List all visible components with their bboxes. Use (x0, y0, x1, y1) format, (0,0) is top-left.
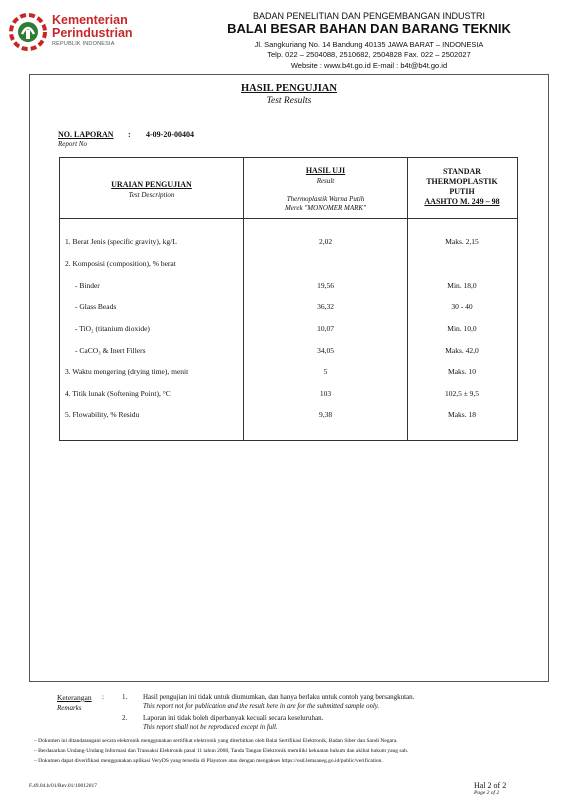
page-number: Hal 2 of 2 (474, 781, 507, 790)
table-row-desc: 1. Berat Jenis (specific gravity), kg/L (65, 237, 177, 246)
table-row-standard: Maks. 10 (448, 367, 476, 376)
logo-text-line1: Kementerian (52, 13, 128, 27)
page-number-sub: Page 2 of 2 (474, 790, 500, 796)
logo-text-line3: REPUBLIK INDONESIA (52, 41, 115, 47)
table-row-desc: - TiO₂ (titanium dioxide) (75, 324, 150, 333)
report-number-colon: : (128, 130, 131, 139)
report-number-label: NO. LAPORAN (58, 130, 114, 139)
table-row-desc: 2. Komposisi (composition), % berat (65, 259, 176, 268)
address: Jl. Sangkuriang No. 14 Bandung 40135 JAWA BARAT – INDONESIA (254, 40, 484, 49)
table-row-result: 19,56 (317, 281, 334, 290)
form-code: F.49.04.b/01/Rev.01/10012017 (29, 783, 97, 789)
col-result-header: HASIL UJI (305, 166, 346, 175)
col-result-note: Merek "MONOMER MARK" (284, 204, 367, 212)
institute-name: BALAI BESAR BAHAN DAN BARANG TEKNIK (227, 21, 511, 36)
table-row-desc: - CaCO₃ & Inert Fillers (75, 346, 146, 355)
col-description-header: URAIAN PENGUJIAN (111, 180, 192, 189)
table-row-standard: Maks. 18 (448, 410, 476, 419)
table-row-desc: 4. Titik lunak (Softening Point), °C (65, 389, 171, 398)
table-row-result: 36,32 (317, 302, 334, 311)
remark-text-en: This report not for publication and the result here in are for the submitted sample only. (143, 703, 380, 710)
logo-text-line2: Perindustrian (52, 26, 133, 40)
remarks-sub: Remarks (57, 704, 82, 712)
web-email: Website : www.b4t.go.id E-mail : b4t@b4t.go.id (290, 61, 448, 70)
table-row-result: 10,07 (317, 324, 334, 333)
remark-text: Hasil pengujian ini tidak untuk diumumkan, dan hanya berlaku untuk contoh yang bersangkutan. (143, 693, 415, 701)
remarks-colon: : (102, 693, 104, 701)
col-result-sub: Result (316, 177, 335, 185)
table-row-result: 5 (323, 367, 328, 376)
report-number-value: 4-09-20-00404 (146, 130, 194, 139)
disclaimer-line: – Dokumen ini ditandatangani secara elektronik menggunakan sertifikat elektronik yang diterbitkan oleh Balai Sertifikasi Elektronik, Badan Siber dan Sandi Negara. (34, 738, 398, 744)
table-row-standard: Min. 18,0 (447, 281, 477, 290)
table-row-standard: Min. 10,0 (447, 324, 477, 333)
table-row-result: 9,38 (318, 410, 333, 419)
table-row-result: 2,02 (318, 237, 333, 246)
table-row-result: 34,05 (317, 346, 334, 355)
disclaimer-line: – Berdasarkan Undang-Undang Informasi dan Transaksi Elektronik pasal 11 tahun 2008, Tanda Tangan Elektronik memiliki kekuatan hukum dan akibat hukum yang sah. (34, 748, 409, 754)
table-row-standard: Maks. 2,15 (445, 237, 479, 246)
col-standard-header: PUTIH (449, 187, 475, 196)
remarks-label: Keterangan (57, 693, 92, 702)
table-row-desc: - Binder (75, 281, 100, 290)
col-standard-header: THERMOPLASTIK (426, 177, 498, 186)
agency-name: BADAN PENELITIAN DAN PENGEMBANGAN INDUSTRI (252, 11, 486, 21)
phone-fax: Telp. 022 – 2504088, 2510682, 2504828 Fax. 022 – 2502027 (267, 50, 471, 59)
col-standard-header: STANDAR (442, 167, 482, 176)
table-header-divider (59, 218, 518, 219)
remark-number: 2. (122, 714, 128, 722)
table-row-desc: 5. Flowability, % Residu (65, 410, 140, 419)
remark-text-en: This report shall not be reproduced except in full. (143, 724, 278, 731)
col-standard-header: AASHTO M. 249 – 98 (424, 197, 500, 206)
col-description-sub: Test Description (128, 191, 175, 199)
document-title: HASIL PENGUJIAN (241, 83, 337, 94)
table-row-standard: 102,5 ± 9,5 (444, 389, 480, 398)
ministry-logo-icon (8, 12, 48, 52)
table-row-standard: 30 - 40 (451, 302, 473, 311)
col-result-note: Thermoplastik Warna Putih (286, 195, 365, 203)
table-row-desc: - Glass Beads (75, 302, 117, 311)
table-row-result: 103 (319, 389, 332, 398)
remark-text: Laporan ini tidak boleh diperbanyak kecuali secara keseluruhan. (143, 714, 324, 722)
report-number-sub: Report No (58, 140, 87, 148)
table-row-standard: Maks. 42,0 (445, 346, 479, 355)
remark-number: 1. (122, 693, 128, 701)
footer-divider (29, 681, 549, 682)
document-subtitle: Test Results (266, 96, 312, 106)
disclaimer-line: – Dokumen dapat diverifikasi menggunakan aplikasi VeryDS yang tersedia di Playstore atau dengan mengakses https://osd.lemsaneg.go.id/public/verification. (34, 758, 383, 764)
table-row-desc: 3. Waktu mengering (drying time), menit (65, 367, 189, 376)
